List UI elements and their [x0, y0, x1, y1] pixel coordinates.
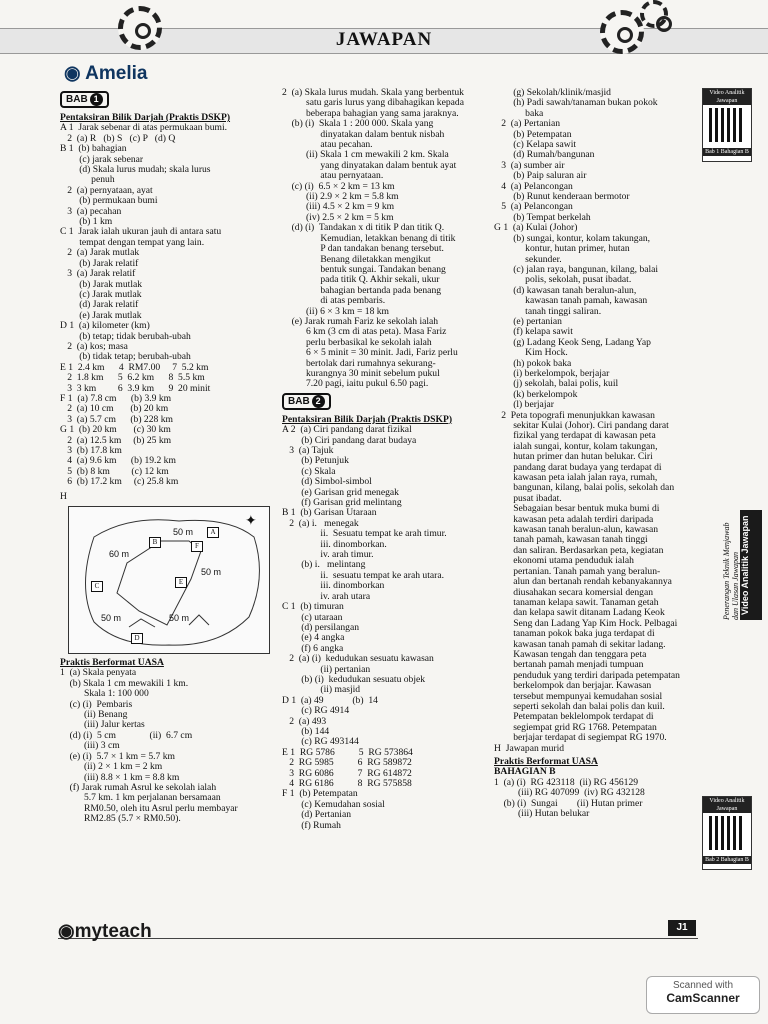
answer-line: iv. arah timur. — [282, 550, 374, 561]
distance-label: 60 m — [109, 549, 130, 560]
section-heading: Pentaksiran Bilik Darjah (Praktis DSKP) — [60, 112, 231, 123]
answer-line: (d) Jarak relatif — [60, 300, 139, 311]
answer-line: 2 (a) 10 cm (b) 20 km — [60, 404, 169, 415]
answer-line: H Jawapan murid — [494, 743, 565, 754]
answer-line: 6 (b) 17.2 km (c) 25.8 km — [60, 477, 179, 488]
answer-line: 2 (a) 12.5 km (b) 25 km — [60, 435, 172, 446]
answer-line: (c) Skala — [282, 466, 336, 477]
section-heading: Praktis Berformat UASA — [494, 756, 598, 767]
answer-line: 3 (a) sumber air — [494, 160, 565, 171]
answer-line: iv. arah utara — [282, 591, 371, 602]
owl-icon: ◉ — [58, 921, 75, 942]
answer-line: bangunan, kilang, balai polis, sekolah dan — [494, 483, 675, 494]
sidebar-caption: Penerangan Teknik Menjawab dan Ulasan Jawapan — [722, 522, 740, 620]
answer-line: (b) 144 — [282, 726, 330, 737]
answer-line: B 1 (b) Garisan Utaraan — [282, 508, 377, 519]
distance-label: 50 m — [101, 613, 122, 624]
answer-line: 3 (a) 5.7 cm (b) 228 km — [60, 414, 173, 425]
answer-line: atau pecahan. — [282, 140, 373, 151]
answer-line: 5 (a) Pelancongan — [494, 202, 573, 213]
brand-text: myteach — [74, 921, 152, 942]
page-title: JAWAPAN — [335, 29, 433, 50]
answer-line: (c) RG 493144 — [282, 737, 359, 748]
answer-line: 2 (a) Pertanian — [494, 119, 561, 130]
answer-line: G 1 (b) 20 km (c) 30 km — [60, 425, 171, 436]
distance-label: 50 m — [173, 527, 194, 538]
answer-line: E 1 RG 5786 5 RG 573864 — [282, 747, 413, 758]
answer-line: pertanian. Tanah pamah yang beralun- — [494, 566, 661, 577]
qr-icon — [709, 108, 743, 142]
answer-line: (e) 4 angka — [282, 633, 345, 644]
answer-line: 2 (a) 493 — [282, 716, 327, 727]
answer-line: E 1 2.4 km 4 RM7.00 7 5.2 km — [60, 362, 209, 373]
answer-line: C 1 Jarak ialah ukuran jauh di antara satu — [60, 227, 222, 238]
qr-caption: Bab 1 Bahagian B — [703, 148, 751, 156]
answer-line: 2 (a) kos; masa — [60, 341, 128, 352]
sidebar-title: Video Analitik Jawapan — [740, 515, 750, 615]
answer-line: (e) Jarak rumah Fariz ke sekolah ialah — [282, 316, 439, 327]
column-3 — [494, 88, 699, 819]
answer-line: sekitar Kulai (Johor). Ciri pandang darat — [494, 421, 669, 431]
answer-line: (j) sekolah, balai polis, kuil — [494, 379, 619, 390]
answer-line: tanaman pokok baka juga terdapat di — [494, 629, 655, 640]
answer-line: (k) berkelompok — [494, 389, 578, 400]
answer-line: tempat dengan tempat yang lain. — [60, 237, 205, 248]
answer-list — [282, 425, 482, 831]
answer-line: 1 (a) (i) RG 423118 (ii) RG 456129 — [494, 777, 639, 788]
answer-line: (d) Simbol-simbol — [282, 477, 372, 488]
answer-line: yang dinyatakan dalam bentuk ayat — [282, 160, 457, 171]
map-point-a: A — [207, 527, 219, 538]
answer-line: ii. Sesuatu tempat ke arah timur. — [282, 529, 447, 540]
answer-line: segiempat grid RG 1768. Petempatan — [494, 722, 657, 733]
answer-line: F 1 (a) 7.8 cm (b) 3.9 km — [60, 393, 172, 404]
answer-line: tanah pamah, kawasan tanah tinggi — [494, 535, 648, 546]
answer-line: Benang diletakkan mengikut — [282, 254, 431, 265]
map-point-c: C — [91, 581, 103, 592]
page-number: J1 — [668, 920, 696, 936]
answer-line: (c) jalan raya, bangunan, kilang, balai — [494, 264, 659, 275]
answer-line: 2 (a) i. menegak — [282, 518, 359, 529]
answer-line: (ii) 2 × 1 km = 2 km — [60, 762, 163, 773]
answer-line: (c) RG 4914 — [282, 706, 350, 717]
answer-line: 3 3 km 6 3.9 km 9 20 minit — [60, 383, 211, 394]
answer-line: kontur, hutan primer, hutan — [494, 244, 630, 255]
distance-label: 50 m — [201, 567, 222, 578]
answer-line: (ii) pertanian — [282, 664, 371, 675]
answer-line: bertolak dari rumahnya sekurang- — [282, 358, 436, 369]
answer-line: diusahakan secara komersial dengan — [494, 587, 654, 598]
answer-line: berkelompok dan berjajar. Kawasan — [494, 681, 652, 692]
camscanner-watermark — [646, 976, 760, 1014]
answer-line: (f) Jarak rumah Asrul ke sekolah ialah — [60, 782, 217, 793]
answer-line: perlu berbasikal ke sekolah ialah — [282, 337, 432, 348]
answer-line: (iii) 3 cm — [60, 741, 120, 752]
answer-line: (d) kawasan tanah beralun-alun, — [494, 285, 637, 296]
answer-line: 3 (a) pecahan — [60, 206, 122, 217]
answer-line: kawasan peta ialah jalan raya, rumah, — [494, 473, 658, 484]
answer-line: ekonomi utama penduduk ialah — [494, 556, 634, 567]
answer-line: (iii) Hutan belukar — [494, 809, 590, 820]
answer-line: (c) utaraan — [282, 612, 343, 623]
answer-line: (d) Pertanian — [282, 810, 352, 821]
qr-caption: Video Analitik Jawapan — [703, 89, 751, 105]
answer-line: (b) Skala 1 cm mewakili 1 km. — [60, 678, 189, 689]
answer-line: 2 (a) (i) kedudukan sesuatu kawasan — [282, 654, 434, 665]
answer-line: Petempatan beklelompok terdapat di — [494, 712, 654, 723]
answer-line: (h) pokok baka — [494, 358, 572, 369]
answer-line: bahagian bertanda pada benang — [282, 285, 442, 296]
answer-list — [494, 88, 699, 754]
answer-line: 4 RG 6186 8 RG 575858 — [282, 779, 412, 789]
answer-line: (c) Kemudahan sosial — [282, 799, 385, 810]
qr-caption: Video Analitik Jawapan — [703, 797, 751, 813]
answer-line: seperti sekolah dan balai polis dan kuil. — [494, 701, 665, 712]
answer-line: (c) (i) Pembaris — [60, 699, 133, 710]
answer-line: (h) Padi sawah/tanaman bukan pokok — [494, 98, 658, 109]
bab-2-badge — [282, 393, 331, 410]
myteach-logo — [58, 920, 152, 943]
amelia-logo — [64, 62, 147, 85]
answer-line: (b) Petunjuk — [282, 456, 349, 467]
answer-line: (e) Garisan grid menegak — [282, 487, 399, 498]
answer-line: B 1 (b) bahagian — [60, 144, 127, 155]
answer-line: (iii) 4.5 × 2 km = 9 km — [282, 202, 395, 213]
answer-line: 6 × 5 minit = 30 minit. Jadi, Fariz perlu — [282, 348, 458, 359]
answer-line: 3 (b) 17.8 km — [60, 446, 122, 456]
answer-line: Skala 1: 100 000 — [60, 689, 149, 700]
answer-line: (b) (i) kedudukan sesuatu objek — [282, 674, 426, 685]
answer-line: (c) jarak sebenar — [60, 154, 144, 165]
answer-line: pandang darat budaya yang terdapat di — [494, 462, 662, 473]
column-1 — [60, 88, 265, 825]
answer-line: dan kelapa sawit ditanam Ladang Keok — [494, 608, 665, 619]
answer-line: Kemudian, letakkan benang di titik — [282, 233, 456, 244]
answer-line: sekunder. — [494, 254, 562, 265]
answer-line: fizikal yang terdapat di kawasan peta — [494, 431, 656, 442]
qr-code-bab1[interactable] — [702, 88, 752, 162]
answer-line: (b) tetap; tidak berubah-ubah — [60, 331, 191, 342]
bab-1-badge — [60, 91, 109, 108]
answer-line: 3 (a) Jarak relatif — [60, 269, 136, 280]
answer-line: baka — [494, 108, 544, 119]
answer-line: (d) persilangan — [282, 622, 359, 633]
bab-label: BAB — [288, 395, 310, 407]
subsection-heading: BAHAGIAN B — [494, 767, 556, 778]
answer-line: (c) Jarak mutlak — [60, 289, 142, 300]
answer-line: 3 (a) Tajuk — [282, 446, 334, 456]
answer-line: 1 (a) Skala penyata — [60, 668, 137, 679]
compass-icon: ✦ — [245, 512, 257, 529]
answer-line: 4 (a) 9.6 km (b) 19.2 km — [60, 456, 176, 467]
section-heading: Pentaksiran Bilik Darjah (Praktis DSKP) — [282, 413, 453, 425]
answer-line: (ii) Benang — [60, 710, 128, 721]
answer-line: di atas pembaris. — [282, 296, 386, 307]
answer-line: 2 (a) Skala lurus mudah. Skala yang berbentuk — [282, 88, 464, 98]
logo-text: Amelia — [85, 63, 148, 84]
qr-icon — [709, 816, 743, 850]
answer-line: dinyatakan dalam bentuk nisbah — [282, 129, 445, 140]
answer-line: (b) (i) Skala 1 : 200 000. Skala yang — [282, 119, 434, 130]
answer-line: pada titik Q. Akhir sekali, ukur — [282, 275, 440, 286]
answer-line: bentuk sungai. Tandakan benang — [282, 264, 446, 275]
answer-line: A 1 Jarak sebenar di atas permukaan bumi. — [60, 123, 228, 134]
answer-line: tanah tinggi saliran. — [494, 306, 602, 317]
answer-line: 4 (a) Pelancongan — [494, 181, 573, 192]
answer-line: (e) (i) 5.7 × 1 km = 5.7 km — [60, 751, 176, 762]
gear-icon — [640, 0, 668, 28]
answer-line: 2 (a) Jarak mutlak — [60, 248, 140, 259]
answer-line: A 2 (a) Ciri pandang darat fizikal — [282, 425, 412, 436]
map-point-b: B — [149, 537, 161, 548]
answer-line: (b) Tempat berkelah — [494, 212, 591, 223]
answer-line: satu garis lurus yang dibahagikan kepada — [282, 98, 464, 109]
answer-line: alun dan bertanah rendah kebanyakannya — [494, 577, 672, 588]
answer-line: iii. dinomborkan. — [282, 539, 387, 550]
qr-code-bab2[interactable] — [702, 796, 752, 870]
answer-line: (f) kelapa sawit — [494, 327, 573, 338]
answer-line: D 1 (a) kilometer (km) — [60, 321, 150, 332]
answer-line: (b) Ciri pandang darat budaya — [282, 435, 417, 446]
answer-line: (b) i. melintang — [282, 560, 366, 571]
answer-line: (b) 1 km — [60, 217, 113, 228]
answer-line: kurangnya 30 minit sebelum pukul — [282, 368, 440, 379]
bab-label: BAB — [66, 94, 88, 105]
answer-line: penduduk yang terdiri daripada petempatan — [494, 670, 680, 681]
owl-icon: ◉ — [64, 63, 81, 84]
answer-line: (b) Runut kenderaan bermotor — [494, 192, 630, 203]
answer-line: (b) sungai, kontur, kolam takungan, — [494, 233, 651, 244]
answer-list — [60, 668, 265, 824]
answer-line: (d) Rumah/bangunan — [494, 150, 595, 161]
answer-line: kawasan tanah pamah, kawasan — [494, 296, 648, 307]
answer-line: (ii) 2.9 × 2 km = 5.8 km — [282, 192, 399, 203]
answer-line: Kawasan tengah dan tenggara peta — [494, 649, 647, 660]
answer-line: (d) (i) 5 cm (ii) 6.7 cm — [60, 730, 193, 741]
answer-line: (b) (i) Sungai (ii) Hutan primer — [494, 798, 643, 809]
answer-line: penuh — [60, 175, 115, 186]
answer-line: C 1 (b) timuran — [282, 602, 344, 613]
answer-line: atau pernyataan. — [282, 171, 384, 182]
answer-line: (e) pertanian — [494, 316, 562, 327]
answer-line: Kim Hock. — [494, 348, 568, 359]
answer-line: hutan primer dan hutan belukar. Ciri — [494, 452, 653, 463]
answer-line: 5.7 km. 1 km perjalanan bersamaan — [60, 793, 221, 804]
answer-line: (l) berjajar — [494, 400, 554, 411]
answer-line: (b) Jarak mutlak — [60, 279, 143, 290]
answer-line: pusat ibadat. — [494, 493, 562, 504]
answer-line: 5 (b) 8 km (c) 12 km — [60, 466, 169, 477]
answer-line: (d) (i) Tandakan x di titik P dan titik Q. — [282, 223, 445, 234]
answer-line: RM0.50, oleh itu Asrul perlu membayar — [60, 803, 238, 814]
answer-line: (d) Skala lurus mudah; skala lurus — [60, 165, 211, 176]
answer-line: (g) Sekolah/klinik/masjid — [494, 88, 611, 98]
answer-line: (c) Kelapa sawit — [494, 140, 577, 151]
answer-line: (e) Jarak mutlak — [60, 310, 142, 321]
watermark-line: Scanned with — [672, 980, 734, 991]
answer-line: D 1 (a) 49 (b) 14 — [282, 695, 378, 706]
column-2 — [282, 88, 482, 831]
answer-line: (ii) masjid — [282, 685, 361, 696]
sketch-map — [68, 506, 270, 654]
answer-line: Sebagaian besar bentuk muka bumi di — [494, 504, 660, 515]
answer-line: iii. dinomborkan — [282, 581, 385, 592]
answer-line: (b) tidak tetap; berubah-ubah — [60, 352, 191, 363]
answer-line: (i) berkelompok, berjajar — [494, 368, 610, 379]
answer-line: 6 km (3 cm di atas peta). Masa Fariz — [282, 327, 447, 338]
answer-line: RM2.85 (5.7 × RM0.50). — [60, 814, 181, 825]
answer-line: (b) Jarak relatif — [60, 258, 139, 269]
answer-line: (f) 6 angka — [282, 643, 344, 654]
map-point-d: D — [131, 633, 143, 644]
answer-line: (f) Rumah — [282, 820, 341, 831]
answer-line: 7.20 pagi, iaitu pukul 6.50 pagi. — [282, 379, 429, 390]
section-heading: Praktis Berformat UASA — [60, 657, 164, 669]
answer-line: ii. sesuatu tempat ke arah utara. — [282, 570, 444, 581]
answer-line: (b) permukaan bumi — [60, 196, 158, 207]
answer-line: berjajar terdapat di segiempat RG 1970. — [494, 733, 667, 744]
map-point-e: E — [175, 577, 187, 588]
answer-line: (iv) 2.5 × 2 km = 5 km — [282, 212, 394, 223]
video-sidebar — [722, 400, 762, 620]
answer-line: (c) (i) 6.5 × 2 km = 13 km — [282, 181, 395, 192]
answer-line: bertanah pamah menjadi tumpuan — [494, 660, 644, 671]
answer-line: 2 (a) pernyataan, ayat — [60, 185, 153, 196]
answer-line: (b) Petempatan — [494, 129, 572, 140]
distance-label: 50 m — [169, 613, 190, 624]
page-header — [0, 0, 768, 58]
answer-line: (g) Ladang Keok Seng, Ladang Yap — [494, 337, 651, 348]
answer-line: Seng dan Ladang Yap Kim Hock. Pelbagai — [494, 618, 678, 629]
map-question-label: H — [60, 491, 67, 502]
answer-line: polis, sekolah, pusat ibadat. — [494, 275, 632, 286]
answer-line: beberapa bahagian yang sama jaraknya. — [282, 108, 459, 119]
answer-list — [494, 778, 699, 820]
answer-line: (iii) Jalur kertas — [60, 720, 145, 731]
answer-line: kawasan tanah pamah di sekitar ladang. — [494, 639, 666, 650]
bab-number: 2 — [312, 395, 325, 408]
answer-list — [282, 88, 482, 390]
answer-line: 2 (a) R (b) S (c) P (d) Q — [60, 133, 176, 144]
answer-line: kawasan tanah beralun-alun, kawasan — [494, 525, 659, 536]
map-outline — [69, 507, 269, 653]
qr-caption: Bab 2 Bahagian B — [703, 856, 751, 864]
answer-line: 2 1.8 km 5 6.2 km 8 5.5 km — [60, 373, 205, 384]
answer-line: G 1 (a) Kulai (Johor) — [494, 223, 578, 234]
answer-line: tersebut mempunyai kemudahan sosial — [494, 691, 663, 702]
answer-line: (iii) RG 407099 (iv) RG 432128 — [494, 788, 645, 799]
bab-number: 1 — [90, 93, 103, 106]
answer-line: 3 RG 6086 7 RG 614872 — [282, 768, 412, 779]
answer-line: (f) Garisan grid melintang — [282, 498, 402, 509]
answer-line: P dan tandakan benang tersebut. — [282, 244, 444, 255]
answer-line: 2 Peta topografi menunjukkan kawasan — [494, 410, 655, 421]
answer-line: kawasan peta adalah terdiri daripada — [494, 514, 654, 525]
answer-line: tanaman kelapa sawit. Tanaman getah — [494, 597, 659, 608]
answer-line: (iii) 8.8 × 1 km = 8.8 km — [60, 772, 180, 783]
watermark-brand: CamScanner — [666, 991, 740, 1005]
answer-line: (b) Paip saluran air — [494, 171, 587, 182]
answer-line: (ii) Skala 1 cm mewakili 2 km. Skala — [282, 150, 449, 161]
map-point-f: F — [191, 541, 203, 552]
answer-line: (ii) 6 × 3 km = 18 km — [282, 306, 390, 317]
answer-line: F 1 (b) Petempatan — [282, 789, 358, 800]
answer-line: dan saliran. Berdasarkan peta, kegiatan — [494, 545, 664, 556]
answer-list — [60, 123, 265, 487]
footer-divider — [58, 938, 698, 939]
answer-line: ialah sungai, kontur, kolam takungan, — [494, 441, 658, 452]
answer-line: 2 RG 5985 6 RG 589872 — [282, 758, 412, 769]
